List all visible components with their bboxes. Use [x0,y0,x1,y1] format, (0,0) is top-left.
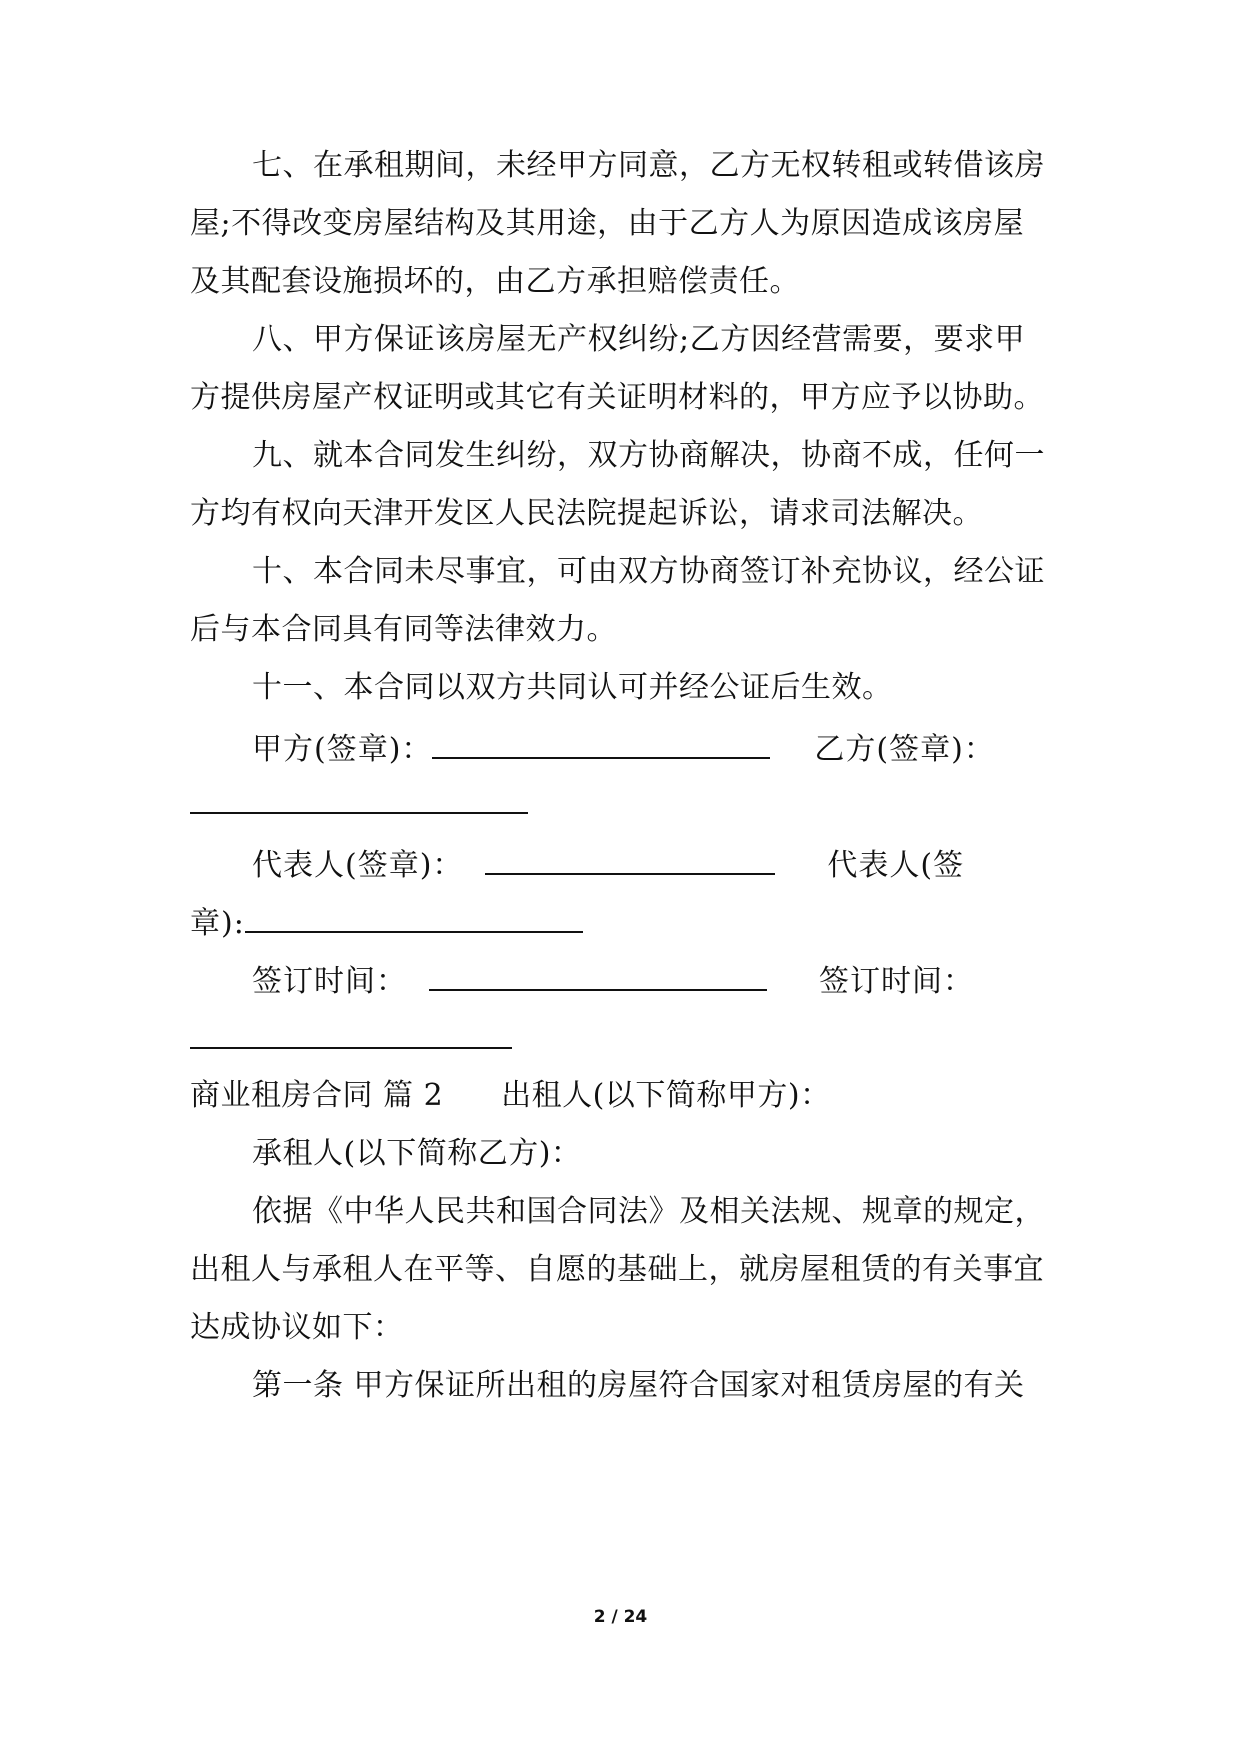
date-b-row [190,1017,1070,1057]
rep-b-signature-row [190,901,1070,941]
date-b-label: 签订时间： [819,964,974,999]
rep-a-label: 代表人(签章)： [252,848,464,883]
lessee-label: 承租人(以下简称乙方)： [252,1136,582,1171]
section-2-heading: 商业租房合同 篇 2 [190,1078,444,1113]
clause-7-line-3: 及其配套设施损坏的，由乙方承担赔偿责任。 [190,264,800,299]
party-b-label: 乙方(签章)： [814,732,995,767]
clause-8-line-1: 八、甲方保证该房屋无产权纠纷;乙方因经营需要，要求甲 [252,322,1026,357]
clause-7-line-2: 屋;不得改变房屋结构及其用途，由于乙方人为原因造成该房屋 [190,206,1025,241]
party-a-label: 甲方(签章)： [252,732,433,767]
rep-b-signature-line [245,901,583,933]
party-signature-row [252,727,1070,767]
clause-11-line: 十一、本合同以双方共同认可并经公证后生效。 [252,670,893,705]
preamble-line-2: 出租人与承租人在平等、自愿的基础上，就房屋租赁的有关事宜 [190,1252,1044,1287]
clause-9-line-2: 方均有权向天津开发区人民法院提起诉讼，请求司法解决。 [190,496,983,531]
party-b-signature-line [190,782,528,814]
preamble-line-3: 达成协议如下： [190,1310,404,1345]
lessor-label: 出租人(以下简称甲方)： [501,1078,831,1113]
preamble-line-1: 依据《中华人民共和国合同法》及相关法规、规章的规定， [252,1194,1045,1229]
date-signature-row [252,959,1070,999]
rep-b-label-part2: 章): [190,906,245,941]
page-number: 2 / 24 [593,1607,648,1627]
date-a-label: 签订时间： [252,964,407,999]
clause-9-line-1: 九、就本合同发生纠纷，双方协商解决，协商不成，任何一 [252,438,1045,473]
rep-b-label-part1: 代表人(签 [827,848,965,883]
article-1-line: 第一条 甲方保证所出租的房屋符合国家对租赁房屋的有关 [252,1368,1025,1403]
date-b-line [190,1017,512,1049]
party-a-signature-line [432,727,770,759]
section-2-heading-row [190,1076,1070,1116]
party-b-signature-row [190,782,1070,822]
clause-8-line-2: 方提供房屋产权证明或其它有关证明材料的，甲方应予以协助。 [190,380,1044,415]
clause-10-line-2: 后与本合同具有同等法律效力。 [190,612,617,647]
clause-7-line-1: 七、在承租期间，未经甲方同意，乙方无权转租或转借该房 [252,148,1045,183]
clause-10-line-1: 十、本合同未尽事宜，可由双方协商签订补充协议，经公证 [252,554,1045,589]
date-a-line [429,959,767,991]
rep-a-signature-line [485,843,775,875]
rep-signature-row [252,843,1070,883]
